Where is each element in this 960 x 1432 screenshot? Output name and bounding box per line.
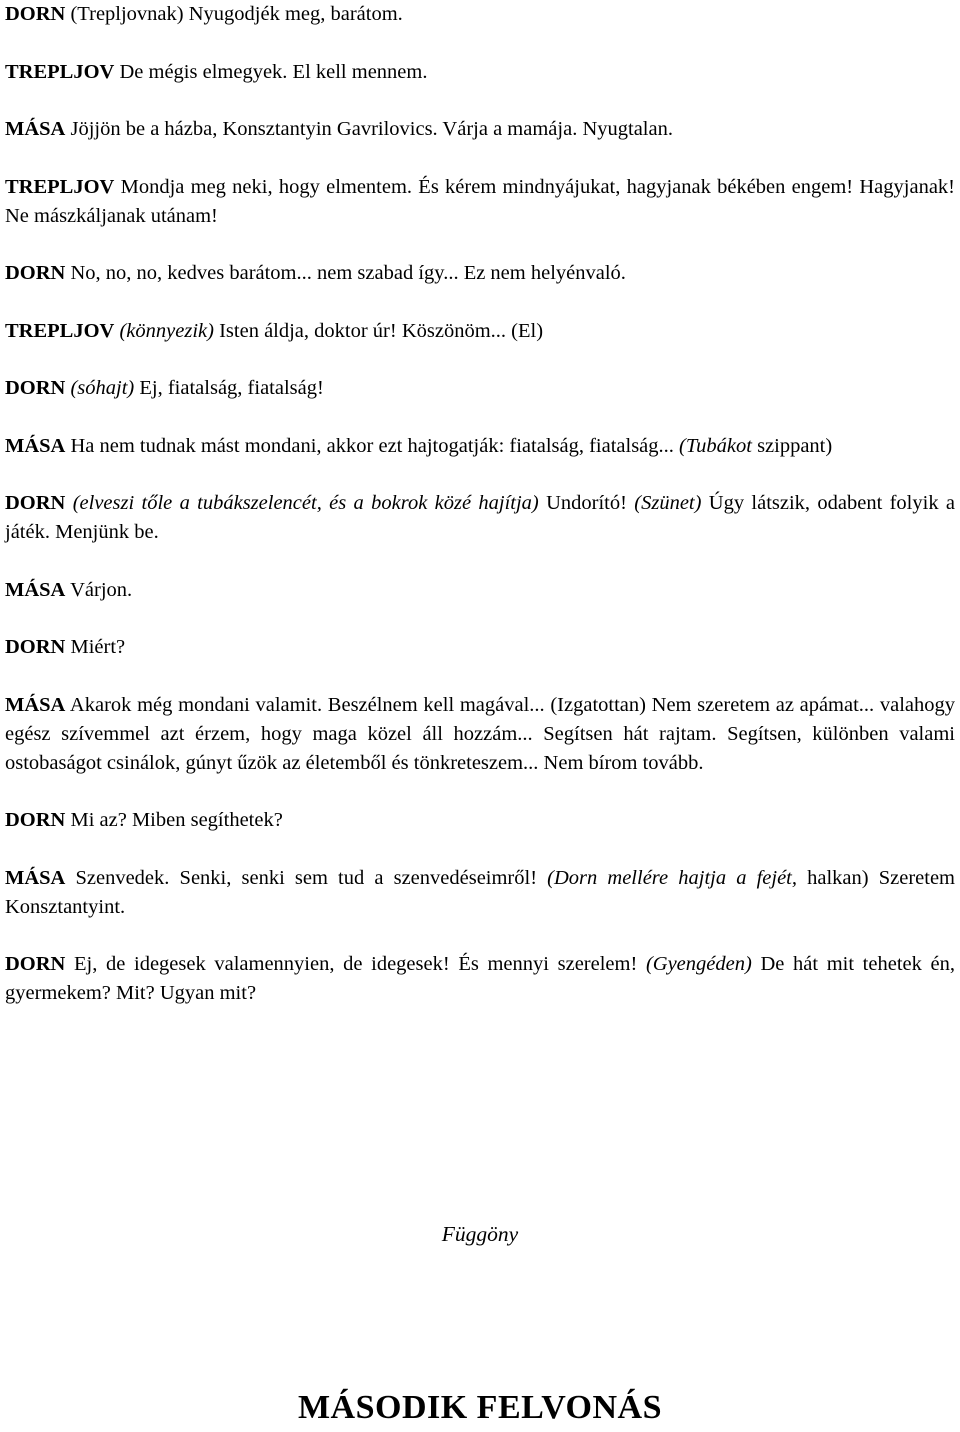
dialogue-line bbox=[5, 489, 955, 547]
stage-direction: (sóhajt) bbox=[70, 377, 135, 399]
speaker-name: DORN bbox=[5, 953, 66, 975]
dialogue-line bbox=[5, 58, 955, 87]
stage-direction: (könnyezik) bbox=[119, 319, 214, 342]
dialogue-line bbox=[5, 691, 955, 778]
dialogue-text: Miért? bbox=[65, 636, 126, 658]
dialogue-text: De hát mit tehetek én, gyermekem? Mit? Ugyan mit? bbox=[5, 953, 955, 1004]
speaker-name: MÁSA bbox=[5, 693, 66, 716]
speaker-name: MÁSA bbox=[5, 866, 66, 889]
dialogue-text bbox=[65, 492, 72, 514]
dialogue-text: Mi az? Miben segíthetek? bbox=[65, 809, 283, 831]
dialogue-text: Isten áldja, doktor úr! Köszönöm... (El) bbox=[213, 319, 544, 342]
dialogue-line bbox=[5, 259, 955, 288]
dialogue-text: Ha nem tudnak mást mondani, akkor ezt hajtogatják: fiatalság, fiatalság... bbox=[65, 434, 680, 457]
speaker-name: DORN bbox=[5, 3, 66, 25]
stage-direction: (Gyengéden) bbox=[645, 953, 752, 975]
dialogue-text: Mondja meg neki, hogy elmentem. És kérem mindnyájukat, hagyjanak békében engem! Hagyjanak! Ne mászkáljanak utánam! bbox=[5, 175, 955, 227]
stage-direction: (Szünet) bbox=[634, 492, 702, 514]
dialogue-text: Úgy látszik, odabent folyik a játék. Menjünk be. bbox=[5, 492, 956, 543]
speaker-name: DORN bbox=[5, 636, 66, 658]
speaker-name: DORN bbox=[5, 262, 66, 284]
dialogue-line bbox=[5, 173, 955, 231]
dialogue-line bbox=[5, 806, 955, 835]
dialogue-text: Undorító! bbox=[538, 492, 635, 514]
stage-direction: (Dorn mellére hajtja a fejét, bbox=[547, 866, 797, 889]
dialogue-line bbox=[5, 115, 955, 144]
dialogue-line bbox=[5, 317, 955, 346]
stage-direction: (Tubákot bbox=[679, 434, 752, 457]
speaker-name: MÁSA bbox=[5, 118, 66, 140]
script-page bbox=[5, 0, 955, 1037]
dialogue-text: Ej, de idegesek valamennyien, de idegesek! És mennyi szerelem! bbox=[65, 953, 646, 975]
speaker-name: DORN bbox=[5, 377, 66, 399]
dialogue-text: Akarok még mondani valamit. Beszélnem kell magával... (Izgatottan) Nem szeretem az apámat... valahogy egész szívemmel azt érzem, hogy maga közel áll hozzám... Segítsen hát rajtam. Segítsen, különben valami ostobaságot csinálok, gúnyt űzök az életemből és tönkreteszem... Nem bírom tovább. bbox=[5, 693, 955, 774]
dialogue-line bbox=[5, 864, 955, 922]
dialogue-text: halkan) Szeretem Konsztantyint. bbox=[5, 866, 955, 918]
dialogue-text: (Trepljovnak) Nyugodjék meg, barátom. bbox=[65, 3, 403, 25]
speaker-name: TREPLJOV bbox=[5, 319, 115, 342]
speaker-name: DORN bbox=[5, 809, 66, 831]
dialogue-text: szippant) bbox=[751, 434, 833, 457]
curtain-stage-direction: Függöny bbox=[441, 1222, 519, 1246]
dialogue-line bbox=[5, 950, 955, 1008]
dialogue-text: Jöjjön be a házba, Konsztantyin Gavrilovics. Várja a mamája. Nyugtalan. bbox=[65, 118, 673, 140]
dialogue-line bbox=[5, 576, 955, 605]
dialogue-line bbox=[5, 633, 955, 662]
speaker-name: MÁSA bbox=[5, 578, 66, 601]
speaker-name: TREPLJOV bbox=[5, 175, 115, 198]
dialogue-line bbox=[5, 432, 955, 461]
speaker-name: DORN bbox=[5, 492, 66, 514]
speaker-name: TREPLJOV bbox=[5, 60, 115, 83]
stage-direction: (elveszi tőle a tubákszelencét, és a bokrok közé hajítja) bbox=[72, 492, 539, 514]
dialogue-text: De mégis elmegyek. El kell mennem. bbox=[114, 60, 428, 83]
dialogue-line bbox=[5, 0, 955, 29]
dialogue-text: Szenvedek. Senki, senki sem tud a szenvedéseimről! bbox=[65, 866, 548, 889]
dialogue-text: Várjon. bbox=[65, 578, 133, 601]
speaker-name: MÁSA bbox=[5, 434, 66, 457]
dialogue-text: Ej, fiatalság, fiatalság! bbox=[134, 377, 324, 399]
dialogue-text: No, no, no, kedves barátom... nem szabad így... Ez nem helyénvaló. bbox=[65, 262, 626, 284]
dialogue-line bbox=[5, 374, 955, 403]
act-title: MÁSODIK FELVONÁS bbox=[297, 1389, 663, 1426]
